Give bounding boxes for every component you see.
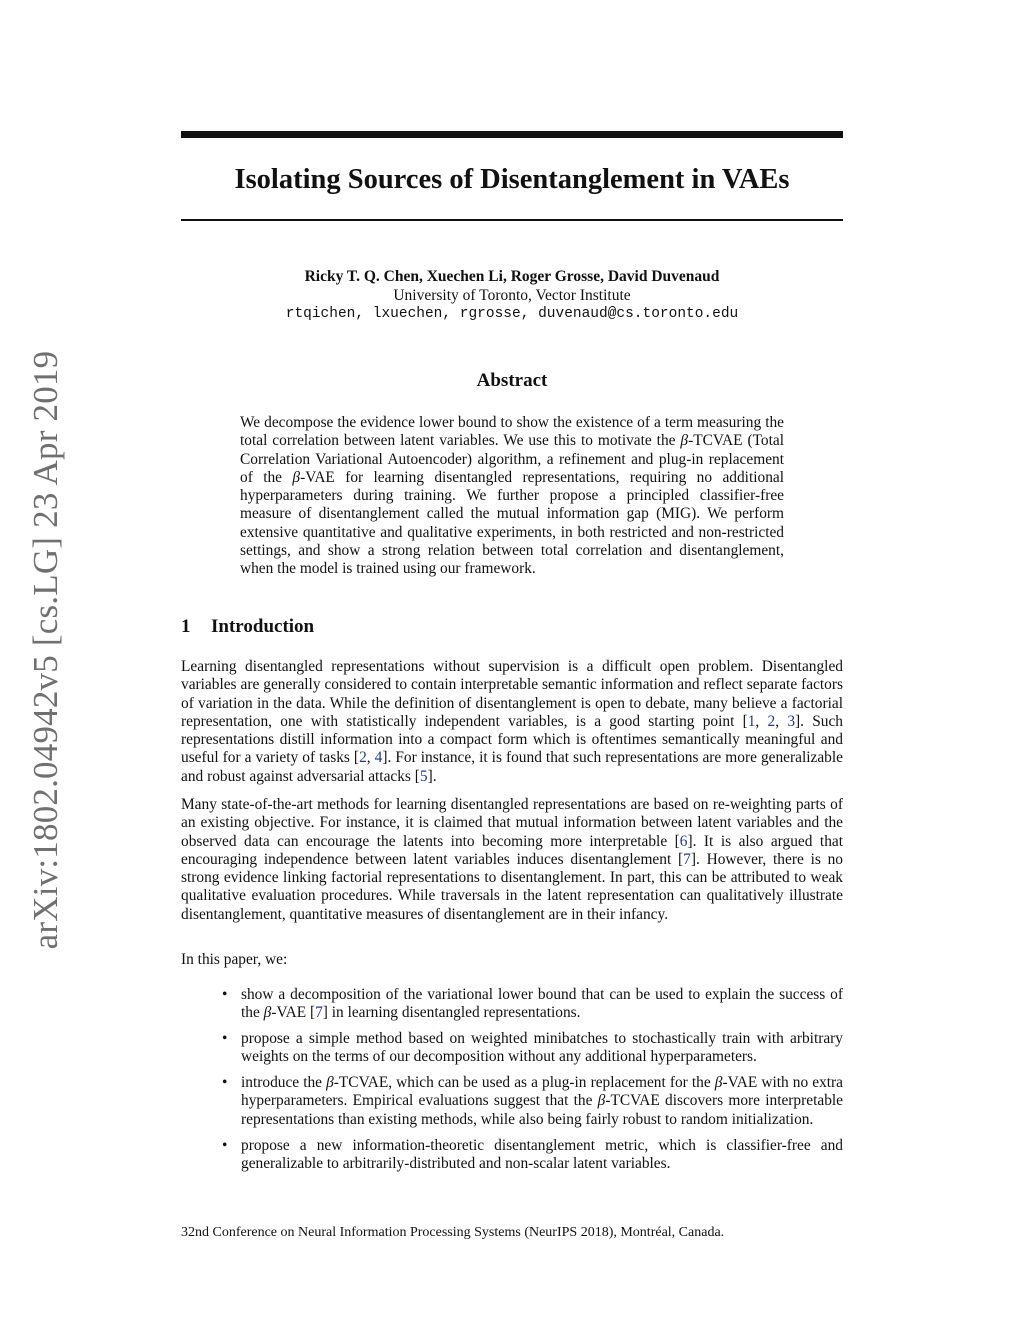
section-title: Introduction	[211, 616, 315, 637]
paper-title: Isolating Sources of Disentanglement in VAEs	[234, 164, 790, 195]
citation-link[interactable]: 4	[374, 749, 383, 767]
list-item: • show a decomposition of the variational lower bound that can be used to explain the success of the β-VAE [7] in learning disentangled representations.	[222, 986, 843, 1022]
author-names: Ricky T. Q. Chen, Xuechen Li, Roger Grosse, David Duvenaud	[304, 268, 720, 285]
citation-link[interactable]: 3	[787, 712, 796, 730]
abstract-body: We decompose the evidence lower bound to show the existence of a term measuring the total correlation between latent variables. We use this to motivate the β-TCVAE (Total Correlation Variational Autoencoder) algorithm, a refinement and plug-in replacement of the β-VAE for learning disentangled representations, requiring no additional hyperparameters during training. We further propose a principled classifier-free measure of disentanglement called the mutual information gap (MIG). We perform extensive quantitative and qualitative experiments, in both restricted and non-restricted settings, and show a strong relation between total correlation and disentanglement, when the model is trained using our framework.	[240, 414, 784, 578]
abstract-heading: Abstract	[476, 370, 548, 391]
citation-link[interactable]: 2	[767, 712, 776, 730]
intro-paragraph-1: Learning disentangled representations without supervision is a difficult open problem. Disentangled variables are generally considered to contain interpretable semantic information and reflect separate factors of variation in the data. While the definition of disentanglement is open to debate, many believe a factorial representation, one with statistically independent variables, is a good starting point [1, 2, 3]. Such representations distill information into a compact form which is oftentimes semantically meaningful and useful for a variety of tasks [2, 4]. For instance, it is found that such representations are more generalizable and robust against adversarial attacks [5].	[181, 658, 844, 785]
citation-link[interactable]: 7	[683, 850, 691, 868]
author-emails: rtqichen, lxuechen, rgrosse, duvenaud@cs.toronto.edu	[285, 306, 739, 322]
author-affiliation: University of Toronto, Vector Institute	[393, 287, 631, 304]
intro-paragraph-2: Many state-of-the-art methods for learning disentangled representations are based on re-weighting parts of an existing objective. For instance, it is claimed that mutual information between latent variables and the observed data can encourage the latents into becoming more interpretable [6]. It is also argued that encouraging independence between latent variables induces disentanglement [7]. However, there is no strong evidence linking factorial representations to disentanglement. In part, this can be attributed to weak qualitative evaluation procedures. While traversals in the latent representation can qualitatively illustrate disentanglement, quantitative measures of disentanglement are in their infancy.	[181, 796, 844, 923]
arxiv-stamp	[0, 350, 92, 950]
section-number: 1	[181, 616, 191, 637]
author-block	[181, 267, 843, 324]
title-top-rule	[181, 131, 843, 138]
citation-link[interactable]: 7	[315, 1004, 323, 1022]
citation-link[interactable]: 2	[359, 749, 367, 767]
contribution-list	[181, 986, 843, 1181]
list-item: • propose a new information-theoretic disentanglement metric, which is classifier-free and generalizable to arbitrarily-distributed and non-scalar latent variables.	[222, 1136, 843, 1172]
title-bottom-rule	[181, 219, 843, 221]
intro-paragraph-3: In this paper, we:	[181, 951, 288, 968]
citation-link[interactable]: 6	[679, 832, 688, 850]
conference-footnote: 32nd Conference on Neural Information Processing Systems (NeurIPS 2018), Montréal, Canada.	[181, 1225, 725, 1240]
citation-link[interactable]: 5	[419, 767, 428, 785]
list-item: • propose a simple method based on weighted minibatches to stochastically train with arbitrary weights on the terms of our decomposition without any additional hyperparameters.	[222, 1030, 843, 1066]
arxiv-stamp-text: arXiv:1802.04942v5 [cs.LG] 23 Apr 2019	[26, 350, 65, 950]
citation-link[interactable]: 1	[747, 712, 756, 730]
section-heading-introduction	[181, 616, 314, 638]
list-item: • introduce the β-TCVAE, which can be used as a plug-in replacement for the β-VAE with no extra hyperparameters. Empirical evaluations suggest that the β-TCVAE discovers more interpretable representations than existing methods, while also being fairly robust to random initialization.	[222, 1074, 844, 1128]
